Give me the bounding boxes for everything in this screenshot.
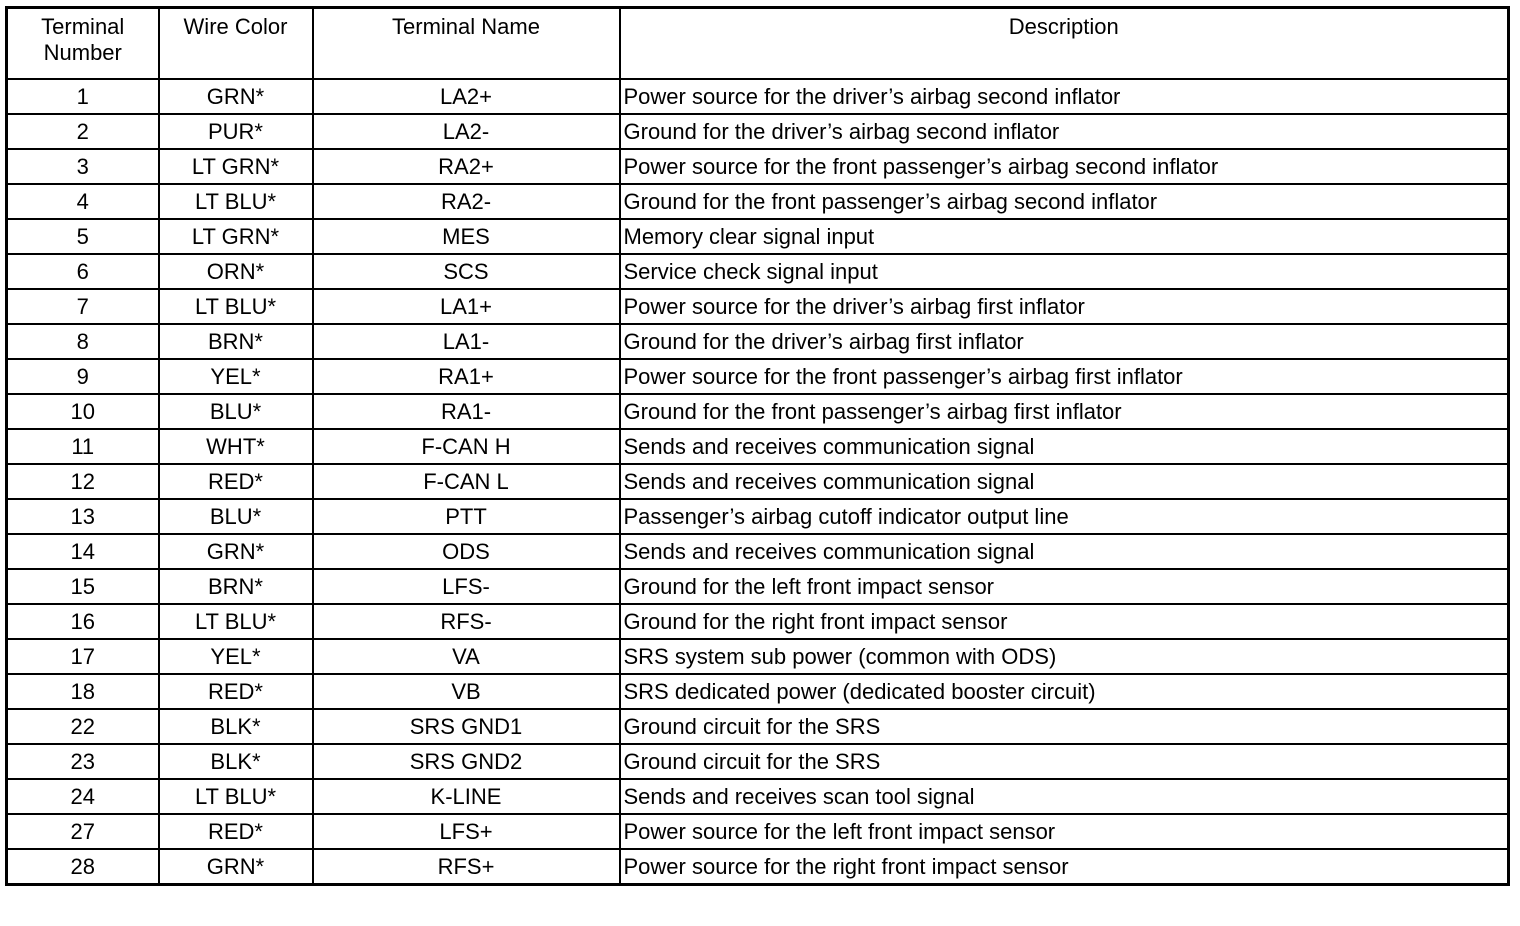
table-row [7,289,1509,324]
cell-terminal-name: MES [313,219,620,254]
cell-terminal-name: LA1- [313,324,620,359]
cell-wire-color: BLK* [159,709,313,744]
cell-terminal-number: 7 [7,289,159,324]
header-terminal-number-line2: Number [43,40,122,65]
table-body [7,79,1509,885]
cell-terminal-number: 8 [7,324,159,359]
cell-terminal-name: VA [313,639,620,674]
table-row [7,464,1509,499]
cell-wire-color: BRN* [159,569,313,604]
cell-wire-color: YEL* [159,359,313,394]
table-row [7,534,1509,569]
table-row [7,604,1509,639]
table-row [7,744,1509,779]
table-row [7,219,1509,254]
cell-terminal-number: 15 [7,569,159,604]
cell-description: Power source for the left front impact sensor [620,814,1509,849]
table-row [7,324,1509,359]
cell-wire-color: LT GRN* [159,219,313,254]
cell-terminal-number: 27 [7,814,159,849]
table-row [7,779,1509,814]
header-description: Description [620,8,1509,80]
cell-terminal-name: LFS- [313,569,620,604]
cell-terminal-name: SRS GND2 [313,744,620,779]
cell-terminal-name: F-CAN H [313,429,620,464]
cell-wire-color: BLK* [159,744,313,779]
cell-description: Sends and receives communication signal [620,429,1509,464]
cell-terminal-number: 10 [7,394,159,429]
cell-wire-color: LT BLU* [159,779,313,814]
cell-wire-color: LT GRN* [159,149,313,184]
cell-wire-color: WHT* [159,429,313,464]
table-row [7,79,1509,114]
cell-description: Service check signal input [620,254,1509,289]
cell-wire-color: GRN* [159,79,313,114]
cell-terminal-name: RA1- [313,394,620,429]
cell-wire-color: BLU* [159,394,313,429]
cell-description: Ground for the front passenger’s airbag second inflator [620,184,1509,219]
cell-terminal-number: 17 [7,639,159,674]
cell-terminal-name: PTT [313,499,620,534]
cell-terminal-number: 11 [7,429,159,464]
cell-terminal-name: VB [313,674,620,709]
cell-description: Power source for the front passenger’s airbag first inflator [620,359,1509,394]
cell-wire-color: RED* [159,814,313,849]
cell-terminal-name: LA2+ [313,79,620,114]
cell-terminal-name: RFS+ [313,849,620,885]
table-row [7,814,1509,849]
cell-description: Ground circuit for the SRS [620,709,1509,744]
table-row [7,709,1509,744]
cell-terminal-name: SCS [313,254,620,289]
cell-wire-color: GRN* [159,849,313,885]
cell-terminal-name: F-CAN L [313,464,620,499]
cell-description: SRS dedicated power (dedicated booster circuit) [620,674,1509,709]
table-header [7,8,1509,80]
cell-wire-color: LT BLU* [159,289,313,324]
cell-terminal-name: RA1+ [313,359,620,394]
cell-description: Ground for the right front impact sensor [620,604,1509,639]
table-row [7,429,1509,464]
table-row [7,849,1509,885]
cell-terminal-name: K-LINE [313,779,620,814]
header-row [7,8,1509,80]
table-row [7,639,1509,674]
cell-description: SRS system sub power (common with ODS) [620,639,1509,674]
cell-wire-color: ORN* [159,254,313,289]
cell-wire-color: LT BLU* [159,604,313,639]
cell-terminal-name: LA2- [313,114,620,149]
cell-description: Power source for the right front impact sensor [620,849,1509,885]
table-row [7,394,1509,429]
header-terminal-name: Terminal Name [313,8,620,80]
cell-description: Ground for the driver’s airbag second inflator [620,114,1509,149]
cell-terminal-name: ODS [313,534,620,569]
table-row [7,149,1509,184]
cell-wire-color: GRN* [159,534,313,569]
cell-terminal-name: LFS+ [313,814,620,849]
cell-terminal-name: SRS GND1 [313,709,620,744]
cell-wire-color: PUR* [159,114,313,149]
cell-description: Passenger’s airbag cutoff indicator output line [620,499,1509,534]
cell-terminal-name: RA2- [313,184,620,219]
table-row [7,359,1509,394]
header-wire-color: Wire Color [159,8,313,80]
cell-terminal-number: 18 [7,674,159,709]
header-terminal-number-line1: Terminal [41,14,125,39]
cell-terminal-number: 28 [7,849,159,885]
cell-terminal-number: 2 [7,114,159,149]
cell-terminal-number: 3 [7,149,159,184]
cell-terminal-number: 16 [7,604,159,639]
table-row [7,114,1509,149]
cell-wire-color: RED* [159,464,313,499]
cell-terminal-number: 12 [7,464,159,499]
cell-terminal-name: RFS- [313,604,620,639]
terminal-table [5,6,1510,886]
table-row [7,254,1509,289]
cell-description: Memory clear signal input [620,219,1509,254]
cell-wire-color: BRN* [159,324,313,359]
cell-terminal-number: 14 [7,534,159,569]
table-row [7,674,1509,709]
cell-wire-color: LT BLU* [159,184,313,219]
table-row [7,184,1509,219]
cell-wire-color: BLU* [159,499,313,534]
cell-description: Ground for the driver’s airbag first inflator [620,324,1509,359]
cell-terminal-number: 23 [7,744,159,779]
cell-terminal-number: 5 [7,219,159,254]
cell-description: Ground circuit for the SRS [620,744,1509,779]
cell-terminal-name: RA2+ [313,149,620,184]
cell-terminal-number: 9 [7,359,159,394]
cell-terminal-name: LA1+ [313,289,620,324]
cell-description: Sends and receives scan tool signal [620,779,1509,814]
cell-description: Sends and receives communication signal [620,464,1509,499]
table-row [7,569,1509,604]
cell-terminal-number: 6 [7,254,159,289]
cell-terminal-number: 1 [7,79,159,114]
cell-terminal-number: 4 [7,184,159,219]
cell-wire-color: YEL* [159,639,313,674]
cell-description: Power source for the driver’s airbag first inflator [620,289,1509,324]
cell-terminal-number: 22 [7,709,159,744]
cell-description: Ground for the left front impact sensor [620,569,1509,604]
header-terminal-number [7,8,159,80]
cell-wire-color: RED* [159,674,313,709]
cell-description: Power source for the driver’s airbag second inflator [620,79,1509,114]
cell-terminal-number: 13 [7,499,159,534]
cell-description: Ground for the front passenger’s airbag first inflator [620,394,1509,429]
cell-terminal-number: 24 [7,779,159,814]
cell-description: Sends and receives communication signal [620,534,1509,569]
table-row [7,499,1509,534]
cell-description: Power source for the front passenger’s airbag second inflator [620,149,1509,184]
